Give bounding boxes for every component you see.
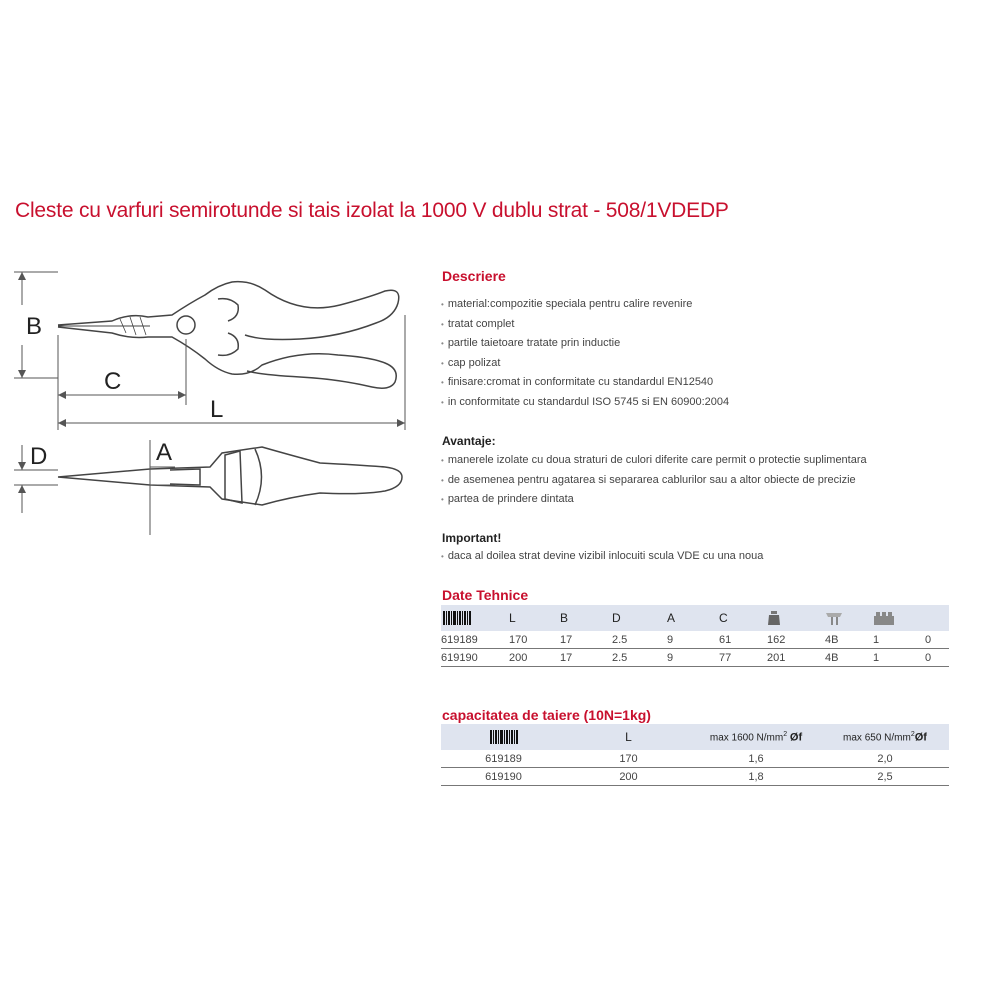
list-item: • tratat complet bbox=[441, 315, 729, 335]
cell: 170 bbox=[509, 633, 528, 646]
cell: 200 bbox=[509, 651, 528, 664]
cell: 619190 bbox=[441, 651, 478, 664]
section-heading-capacitate: capacitatea de taiere (10N=1kg) bbox=[442, 707, 651, 723]
list-item: • in conformitate cu standardul ISO 5745 si EN 60900:2004 bbox=[441, 393, 729, 413]
cell: 9 bbox=[667, 633, 674, 646]
cell: 0 bbox=[925, 651, 932, 664]
wire-diameter-symbol: Øf bbox=[789, 731, 803, 744]
barcode-icon bbox=[441, 724, 566, 750]
list-item: • material:compozitie speciala pentru calire revenire bbox=[441, 295, 729, 315]
cell: 162 bbox=[767, 633, 786, 646]
cell: 170 bbox=[619, 752, 638, 765]
section-heading-important: Important! bbox=[442, 531, 502, 545]
header-text: max 650 N/mm bbox=[843, 732, 911, 744]
page-title: Cleste cu varfuri semirotunde si tais izolat la 1000 V dublu strat - 508/1VDEDP bbox=[15, 199, 729, 222]
cell: 4B bbox=[825, 651, 839, 664]
column-header-extra bbox=[925, 605, 949, 631]
table-row bbox=[441, 750, 949, 768]
cell: 61 bbox=[719, 633, 732, 646]
column-header-b: B bbox=[560, 611, 569, 625]
section-heading-date-tehnice: Date Tehnice bbox=[442, 587, 529, 603]
avantaje-list bbox=[441, 451, 867, 510]
cell: 1,8 bbox=[748, 770, 764, 783]
dim-label-d: D bbox=[30, 443, 48, 470]
list-item: • partea de prindere dintata bbox=[441, 490, 867, 510]
cell: 4B bbox=[825, 633, 839, 646]
wire-diameter-symbol: Øf bbox=[914, 731, 927, 744]
cell: 1 bbox=[873, 651, 880, 664]
header-text: max 1600 N/mm bbox=[709, 732, 784, 744]
packaging-icon bbox=[825, 605, 873, 631]
table-row bbox=[441, 768, 949, 786]
list-item: • partile taietoare tratate prin inductie bbox=[441, 334, 729, 354]
dim-label-c: C bbox=[104, 368, 122, 395]
cell: 0 bbox=[925, 633, 932, 646]
cell: 619190 bbox=[485, 770, 522, 783]
column-header-l: L bbox=[509, 611, 516, 625]
section-heading-avantaje: Avantaje: bbox=[442, 434, 496, 448]
descriere-list bbox=[441, 295, 729, 412]
table-row bbox=[441, 631, 949, 649]
list-item: • cap polizat bbox=[441, 354, 729, 374]
cell: 2.5 bbox=[612, 633, 628, 646]
dim-label-a: A bbox=[156, 439, 173, 466]
pliers-drawing bbox=[0, 255, 420, 535]
cutting-capacity-table bbox=[441, 724, 949, 786]
column-header-d: D bbox=[612, 611, 621, 625]
list-item: • finisare:cromat in conformitate cu standardul EN12540 bbox=[441, 373, 729, 393]
column-header-a: A bbox=[667, 611, 676, 625]
barcode-icon bbox=[441, 605, 509, 631]
weight-icon bbox=[767, 605, 825, 631]
technical-data-table bbox=[441, 605, 949, 667]
cell: 619189 bbox=[441, 633, 478, 646]
cell: 9 bbox=[667, 651, 674, 664]
column-header-max-1600 bbox=[691, 724, 821, 750]
dim-label-l: L bbox=[210, 396, 224, 423]
superscript: 2 bbox=[910, 730, 915, 738]
cell: 619189 bbox=[485, 752, 522, 765]
section-heading-descriere: Descriere bbox=[442, 268, 506, 284]
cell: 201 bbox=[767, 651, 786, 664]
cell: 17 bbox=[560, 651, 573, 664]
list-item: • daca al doilea strat devine vizibil inlocuiti scula VDE cu una noua bbox=[441, 547, 763, 567]
cell: 2.5 bbox=[612, 651, 628, 664]
column-header-max-650 bbox=[821, 724, 949, 750]
cell: 17 bbox=[560, 633, 573, 646]
column-header-l: L bbox=[625, 730, 632, 744]
cell: 1,6 bbox=[748, 752, 764, 765]
important-list bbox=[441, 547, 763, 567]
box-icon bbox=[873, 605, 925, 631]
list-item: • manerele izolate cu doua straturi de culori diferite care permit o protectie suplimentara bbox=[441, 451, 867, 471]
table-header-row bbox=[441, 724, 949, 750]
cell: 200 bbox=[619, 770, 638, 783]
cell: 2,5 bbox=[877, 770, 893, 783]
table-header-row bbox=[441, 605, 949, 631]
dim-label-b: B bbox=[26, 313, 43, 340]
cell: 1 bbox=[873, 633, 880, 646]
table-row bbox=[441, 649, 949, 667]
cell: 77 bbox=[719, 651, 732, 664]
superscript: 2 bbox=[783, 730, 788, 738]
column-header-c: C bbox=[719, 611, 728, 625]
cell: 2,0 bbox=[877, 752, 893, 765]
list-item: • de asemenea pentru agatarea si separarea cablurilor sau a altor obiecte de precizie bbox=[441, 471, 867, 491]
